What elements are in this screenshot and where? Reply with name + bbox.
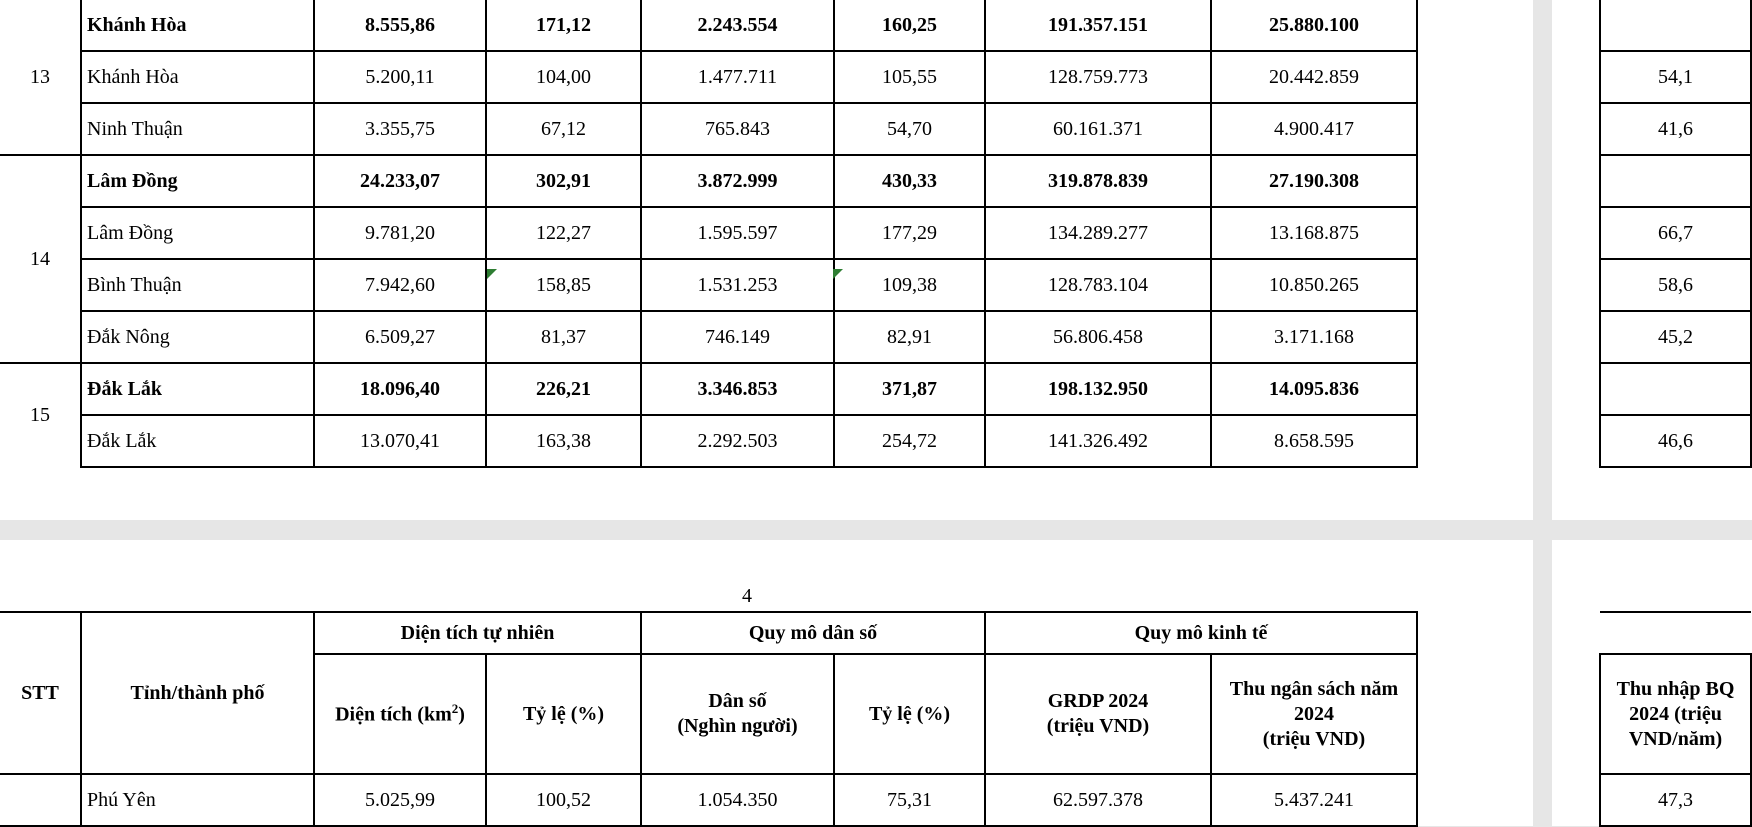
cell-grdp: 141.326.492 xyxy=(985,415,1211,467)
cell-pop-pct: 254,72 xyxy=(834,415,985,467)
cell-income: 58,6 xyxy=(1600,259,1751,311)
header-area-pct: Tỷ lệ (%) xyxy=(486,654,641,774)
table-row xyxy=(0,311,1417,363)
cell-province: Ninh Thuận xyxy=(81,103,314,155)
table-row xyxy=(0,207,1417,259)
cell-area: 5.200,11 xyxy=(314,51,486,103)
cell-population: 746.149 xyxy=(641,311,834,363)
cell-province: Phú Yên xyxy=(81,774,314,826)
table-row xyxy=(1600,363,1751,415)
cell-area: 8.555,86 xyxy=(314,0,486,51)
header-pop-group: Quy mô dân số xyxy=(641,612,985,654)
cell-province: Khánh Hòa xyxy=(81,51,314,103)
table-row xyxy=(1600,51,1751,103)
cell-grdp: 128.759.773 xyxy=(985,51,1211,103)
cell-province: Lâm Đồng xyxy=(81,155,314,207)
cell-income: 46,6 xyxy=(1600,415,1751,467)
header-province: Tỉnh/thành phố xyxy=(81,612,314,774)
cell-income: 41,6 xyxy=(1600,103,1751,155)
header-population: Dân số (Nghìn người) xyxy=(641,654,834,774)
table-row xyxy=(1600,0,1751,51)
table-row xyxy=(0,415,1417,467)
cell-area: 24.233,07 xyxy=(314,155,486,207)
cell-income: 45,2 xyxy=(1600,311,1751,363)
cell-stt: 15 xyxy=(0,363,81,467)
cell-population: 2.292.503 xyxy=(641,415,834,467)
cell-pop-pct: 82,91 xyxy=(834,311,985,363)
cell-income xyxy=(1600,155,1751,207)
cell-area-pct: 163,38 xyxy=(486,415,641,467)
table-row xyxy=(0,259,1417,311)
cell-area-pct: 104,00 xyxy=(486,51,641,103)
table-row xyxy=(0,0,1417,51)
cell-grdp: 60.161.371 xyxy=(985,103,1211,155)
cell-budget: 4.900.417 xyxy=(1211,103,1417,155)
table-row xyxy=(0,363,1417,415)
cell-population: 1.531.253 xyxy=(641,259,834,311)
cell-budget: 14.095.836 xyxy=(1211,363,1417,415)
cell-population: 1.054.350 xyxy=(641,774,834,826)
cell-income: 47,3 xyxy=(1600,774,1751,826)
cell-budget: 8.658.595 xyxy=(1211,415,1417,467)
table-row xyxy=(1600,311,1751,363)
table-row xyxy=(0,103,1417,155)
cell-grdp: 134.289.277 xyxy=(985,207,1211,259)
cell-pop-pct: 160,25 xyxy=(834,0,985,51)
cell-budget: 13.168.875 xyxy=(1211,207,1417,259)
cell-area-pct: 171,12 xyxy=(486,0,641,51)
header-income-spacer xyxy=(1600,612,1751,654)
cell-area: 3.355,75 xyxy=(314,103,486,155)
cell-pop-pct: 177,29 xyxy=(834,207,985,259)
table-row xyxy=(1600,774,1751,826)
cell-pop-pct: 105,55 xyxy=(834,51,985,103)
cell-area-pct: 100,52 xyxy=(486,774,641,826)
cell-budget: 10.850.265 xyxy=(1211,259,1417,311)
cell-population: 1.595.597 xyxy=(641,207,834,259)
cell-budget: 3.171.168 xyxy=(1211,311,1417,363)
cell-province: Lâm Đồng xyxy=(81,207,314,259)
lower-income-table xyxy=(1599,611,1752,827)
cell-income: 66,7 xyxy=(1600,207,1751,259)
cell-pop-pct: 75,31 xyxy=(834,774,985,826)
cell-grdp: 62.597.378 xyxy=(985,774,1211,826)
cell-budget: 20.442.859 xyxy=(1211,51,1417,103)
cell-area: 5.025,99 xyxy=(314,774,486,826)
cell-stt xyxy=(0,774,81,826)
cell-income: 54,1 xyxy=(1600,51,1751,103)
cell-pop-pct: 109,38 xyxy=(834,259,985,311)
cell-population: 3.346.853 xyxy=(641,363,834,415)
table-row xyxy=(0,155,1417,207)
cell-pop-pct: 430,33 xyxy=(834,155,985,207)
cell-area: 9.781,20 xyxy=(314,207,486,259)
cell-budget: 25.880.100 xyxy=(1211,0,1417,51)
header-income: Thu nhập BQ 2024 (triệu VND/năm) xyxy=(1600,654,1751,774)
table-row xyxy=(1600,103,1751,155)
cell-population: 3.872.999 xyxy=(641,155,834,207)
page-number: 4 xyxy=(742,585,752,607)
cell-area: 18.096,40 xyxy=(314,363,486,415)
cell-population: 2.243.554 xyxy=(641,0,834,51)
cell-population: 765.843 xyxy=(641,103,834,155)
header-econ-group: Quy mô kinh tế xyxy=(985,612,1417,654)
cell-stt: 13 xyxy=(0,0,81,155)
cell-area-pct: 67,12 xyxy=(486,103,641,155)
header-area-group: Diện tích tự nhiên xyxy=(314,612,641,654)
cell-province: Đắk Lắk xyxy=(81,415,314,467)
cell-province: Đắk Lắk xyxy=(81,363,314,415)
cell-budget: 27.190.308 xyxy=(1211,155,1417,207)
cell-area-pct: 302,91 xyxy=(486,155,641,207)
cell-area-pct: 122,27 xyxy=(486,207,641,259)
cell-budget: 5.437.241 xyxy=(1211,774,1417,826)
header-grdp: GRDP 2024 (triệu VND) xyxy=(985,654,1211,774)
header-pop-pct: Tỷ lệ (%) xyxy=(834,654,985,774)
cell-area: 7.942,60 xyxy=(314,259,486,311)
header-area: Diện tích $(km^2)$ xyxy=(314,654,486,774)
table-row xyxy=(1600,207,1751,259)
header-stt: STT xyxy=(0,612,81,774)
cell-population: 1.477.711 xyxy=(641,51,834,103)
table-row xyxy=(1600,155,1751,207)
cell-area-pct: 158,85 xyxy=(486,259,641,311)
cell-area: 13.070,41 xyxy=(314,415,486,467)
cell-grdp: 191.357.151 xyxy=(985,0,1211,51)
cell-stt: 14 xyxy=(0,155,81,363)
cell-grdp: 56.806.458 xyxy=(985,311,1211,363)
header-budget: Thu ngân sách năm 2024 (triệu VND) xyxy=(1211,654,1417,774)
cell-pop-pct: 54,70 xyxy=(834,103,985,155)
cell-area-pct: 81,37 xyxy=(486,311,641,363)
cell-pop-pct: 371,87 xyxy=(834,363,985,415)
cell-income xyxy=(1600,363,1751,415)
table-row xyxy=(0,51,1417,103)
cell-province: Đắk Nông xyxy=(81,311,314,363)
cell-grdp: 319.878.839 xyxy=(985,155,1211,207)
upper-income-table xyxy=(1599,0,1752,468)
lower-data-table xyxy=(0,611,1418,827)
table-row xyxy=(0,774,1417,826)
cell-area-pct: 226,21 xyxy=(486,363,641,415)
cell-province: Bình Thuận xyxy=(81,259,314,311)
cell-area: 6.509,27 xyxy=(314,311,486,363)
cell-grdp: 198.132.950 xyxy=(985,363,1211,415)
comment-marker[interactable] xyxy=(833,269,843,279)
cell-income xyxy=(1600,0,1751,51)
cell-province: Khánh Hòa xyxy=(81,0,314,51)
comment-marker[interactable] xyxy=(487,269,497,279)
table-row xyxy=(1600,415,1751,467)
table-row xyxy=(1600,259,1751,311)
cell-grdp: 128.783.104 xyxy=(985,259,1211,311)
upper-data-table xyxy=(0,0,1418,468)
